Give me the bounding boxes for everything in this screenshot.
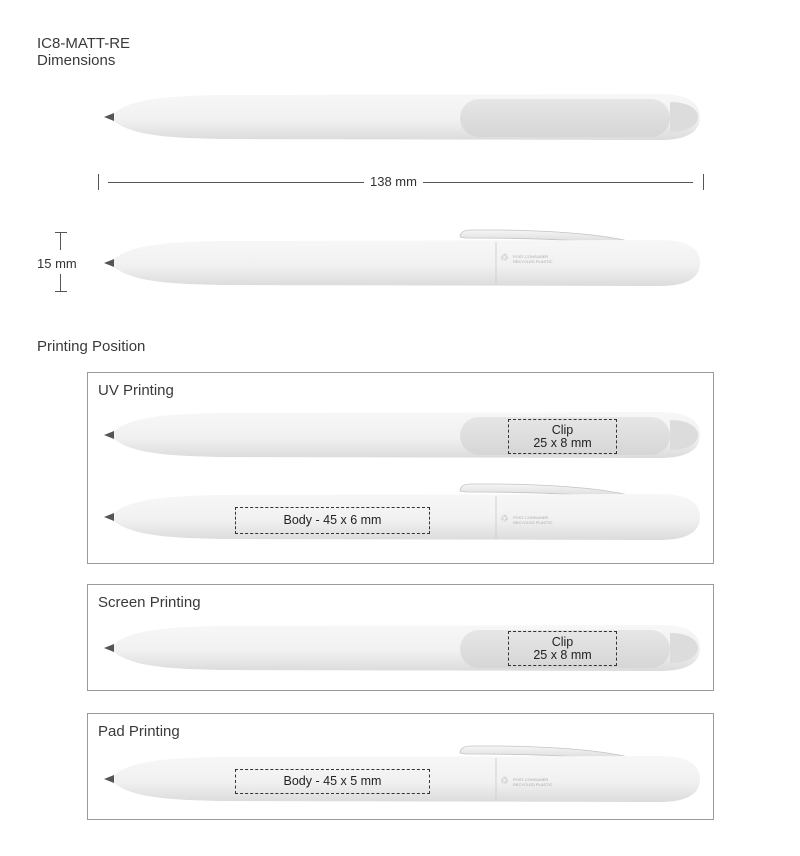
- pen-side-view: [100, 226, 702, 292]
- dim-tick-left: [98, 174, 99, 190]
- recycled-text-2: RECYCLED PLASTIC: [512, 781, 553, 787]
- area-label: Clip: [551, 422, 574, 437]
- model-code: IC8-MATT-RE: [37, 35, 131, 52]
- print-area-screen-clip: [508, 631, 617, 666]
- print-area-uv-clip: [508, 419, 617, 454]
- panel-title-uv: UV Printing: [98, 382, 174, 399]
- pen-top-view: [100, 90, 702, 146]
- diameter-line-bottom: [60, 274, 61, 291]
- area-size: 25 x 8 mm: [533, 435, 592, 450]
- dimensions-heading: Dimensions: [37, 52, 116, 69]
- length-label: 138 mm: [364, 174, 423, 189]
- print-area-pad-body: [235, 769, 430, 794]
- recycled-text-1: POST-CONSUMER: [512, 514, 549, 520]
- dim-vtick-bottom: [55, 291, 67, 292]
- print-area-uv-body: [235, 507, 430, 534]
- recycled-text-2: RECYCLED PLASTIC: [512, 519, 553, 525]
- panel-title-pad: Pad Printing: [98, 723, 180, 740]
- printing-position-heading: Printing Position: [37, 338, 146, 355]
- recycled-text-2: RECYCLED PLASTIC: [512, 258, 553, 264]
- dim-tick-right: [703, 174, 704, 190]
- area-label: Body - 45 x 6 mm: [283, 513, 382, 527]
- area-label: Clip: [551, 634, 574, 649]
- recycled-mark: [500, 514, 553, 525]
- area-label: Body - 45 x 5 mm: [283, 774, 382, 788]
- panel-uv-printing: [87, 372, 714, 564]
- panel-screen-printing: [87, 584, 714, 691]
- recycled-text-1: POST-CONSUMER: [512, 253, 549, 259]
- diameter-label: 15 mm: [37, 256, 77, 271]
- diameter-line-top: [60, 233, 61, 250]
- recycle-icon: ♲: [500, 776, 509, 787]
- recycled-mark: [500, 776, 553, 787]
- dim-vtick-top: [55, 232, 67, 233]
- recycled-text-1: POST-CONSUMER: [512, 776, 549, 782]
- recycle-icon: ♲: [500, 253, 509, 264]
- recycle-icon: ♲: [500, 514, 509, 525]
- panel-title-screen: Screen Printing: [98, 594, 201, 611]
- panel-pad-printing: [87, 713, 714, 820]
- area-size: 25 x 8 mm: [533, 647, 592, 662]
- recycled-mark: [500, 253, 553, 264]
